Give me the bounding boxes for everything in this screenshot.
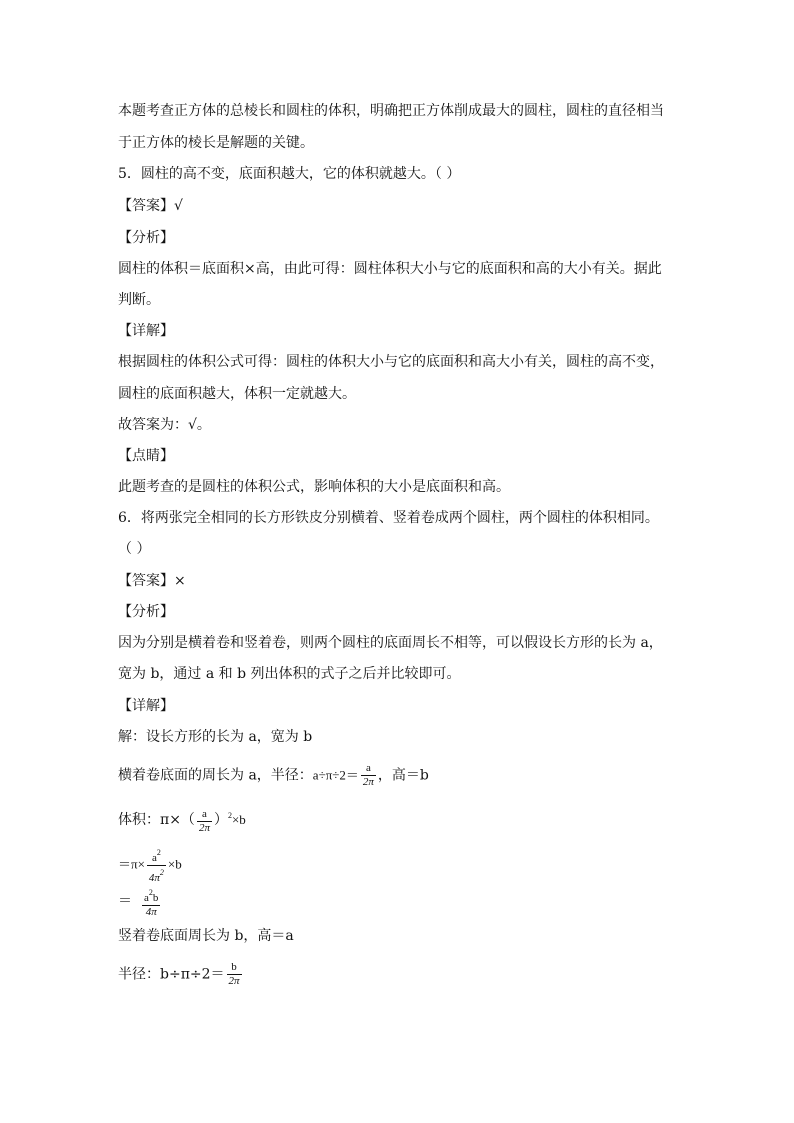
analysis-heading-6: 【分析】 [118, 604, 174, 620]
text-line: 根据圆柱的体积公式可得：圆柱的体积大小与它的底面积和高大小有关，圆柱的高不变， [118, 354, 664, 370]
superscript: 2 [227, 811, 232, 820]
question-5: 5．圆柱的高不变，底面积越大，它的体积就越大。（ ） [118, 166, 461, 182]
math-expression: a÷π÷2＝ [312, 767, 359, 783]
numerator-text: a [151, 852, 157, 864]
comment-heading-5: 【点睛】 [118, 448, 174, 464]
formula-volume [118, 806, 246, 835]
text-line: 于正方体的棱长是解题的关键。 [118, 135, 314, 151]
fraction-numerator: a [202, 807, 207, 820]
formula-radius-vertical [118, 961, 244, 988]
text-segment: 体积：π×（ [118, 812, 195, 828]
formula-radius-horizontal [118, 762, 429, 789]
text-line: 因为分别是横着卷和竖着卷，则两个圆柱的底面周长不相等，可以假设长方形的长为 a， [118, 635, 663, 651]
math-expression: ＝ [118, 893, 132, 910]
math-expression: ×b [231, 812, 246, 827]
text-segment: ） [213, 812, 228, 828]
superscript: 2 [159, 868, 164, 877]
detail-heading-5: 【详解】 [118, 323, 174, 339]
fraction-denominator: 4π [142, 905, 160, 919]
text-line: 圆柱的体积＝底面积×高，由此可得：圆柱体积大小与它的底面积和高的大小有关。据此 [118, 261, 662, 277]
analysis-heading-5: 【分析】 [118, 230, 174, 246]
text-segment: ，高＝b [377, 767, 429, 784]
question-6: 6．将两张完全相同的长方形铁皮分别横着、竖着卷成两个圆柱，两个圆柱的体积相同。 [118, 510, 659, 526]
text-line: 判断。 [118, 292, 160, 308]
text-line: 此题考查的是圆柱的体积公式，影响体积的大小是底面积和高。 [118, 479, 510, 495]
fraction [142, 886, 160, 919]
fraction [361, 762, 376, 789]
answer-label-6: 【答案】× [118, 573, 186, 589]
fraction-numerator: a [365, 762, 371, 774]
answer-label-5: 【答案】√ [118, 198, 183, 214]
question-6-blank: （ ） [118, 541, 151, 557]
denominator-text: 4π [148, 872, 160, 884]
text-line: 圆柱的底面积越大，体积一定就越大。 [118, 386, 356, 402]
fraction-numerator [147, 846, 166, 865]
fraction-numerator [142, 886, 160, 905]
text-segment: 半径：b÷π÷2＝ [118, 966, 225, 983]
detail-heading-6: 【详解】 [118, 698, 174, 714]
math-expression: ＝π× [118, 856, 145, 872]
fraction-denominator: 2π [198, 821, 210, 834]
superscript: 2 [156, 848, 161, 857]
text-line: 故答案为：√。 [118, 417, 211, 433]
fraction [227, 961, 242, 988]
superscript: 2 [148, 888, 153, 897]
fraction-denominator: 2π [228, 975, 240, 987]
text-segment: 横着卷底面的周长为 a，半径： [118, 767, 313, 784]
math-expression: ×b [167, 856, 182, 872]
text-line: 本题考查正方体的总棱长和圆柱的体积，明确把正方体削成最大的圆柱，圆柱的直径相当 [118, 103, 664, 119]
fraction [197, 808, 212, 835]
fraction [147, 846, 166, 885]
fraction-denominator: 2π [362, 776, 374, 788]
text-line: 竖着卷底面周长为 b，高＝a [118, 928, 294, 944]
fraction-denominator [147, 865, 166, 885]
text-line: 解：设长方形的长为 a，宽为 b [118, 729, 313, 745]
fraction-numerator: b [231, 961, 237, 973]
numerator-text: b [152, 892, 159, 904]
formula-step-3 [118, 886, 162, 919]
text-line: 宽为 b，通过 a 和 b 列出体积的式子之后并比较即可。 [118, 666, 461, 682]
formula-step-2 [118, 846, 182, 885]
numerator-text: a [144, 892, 149, 904]
